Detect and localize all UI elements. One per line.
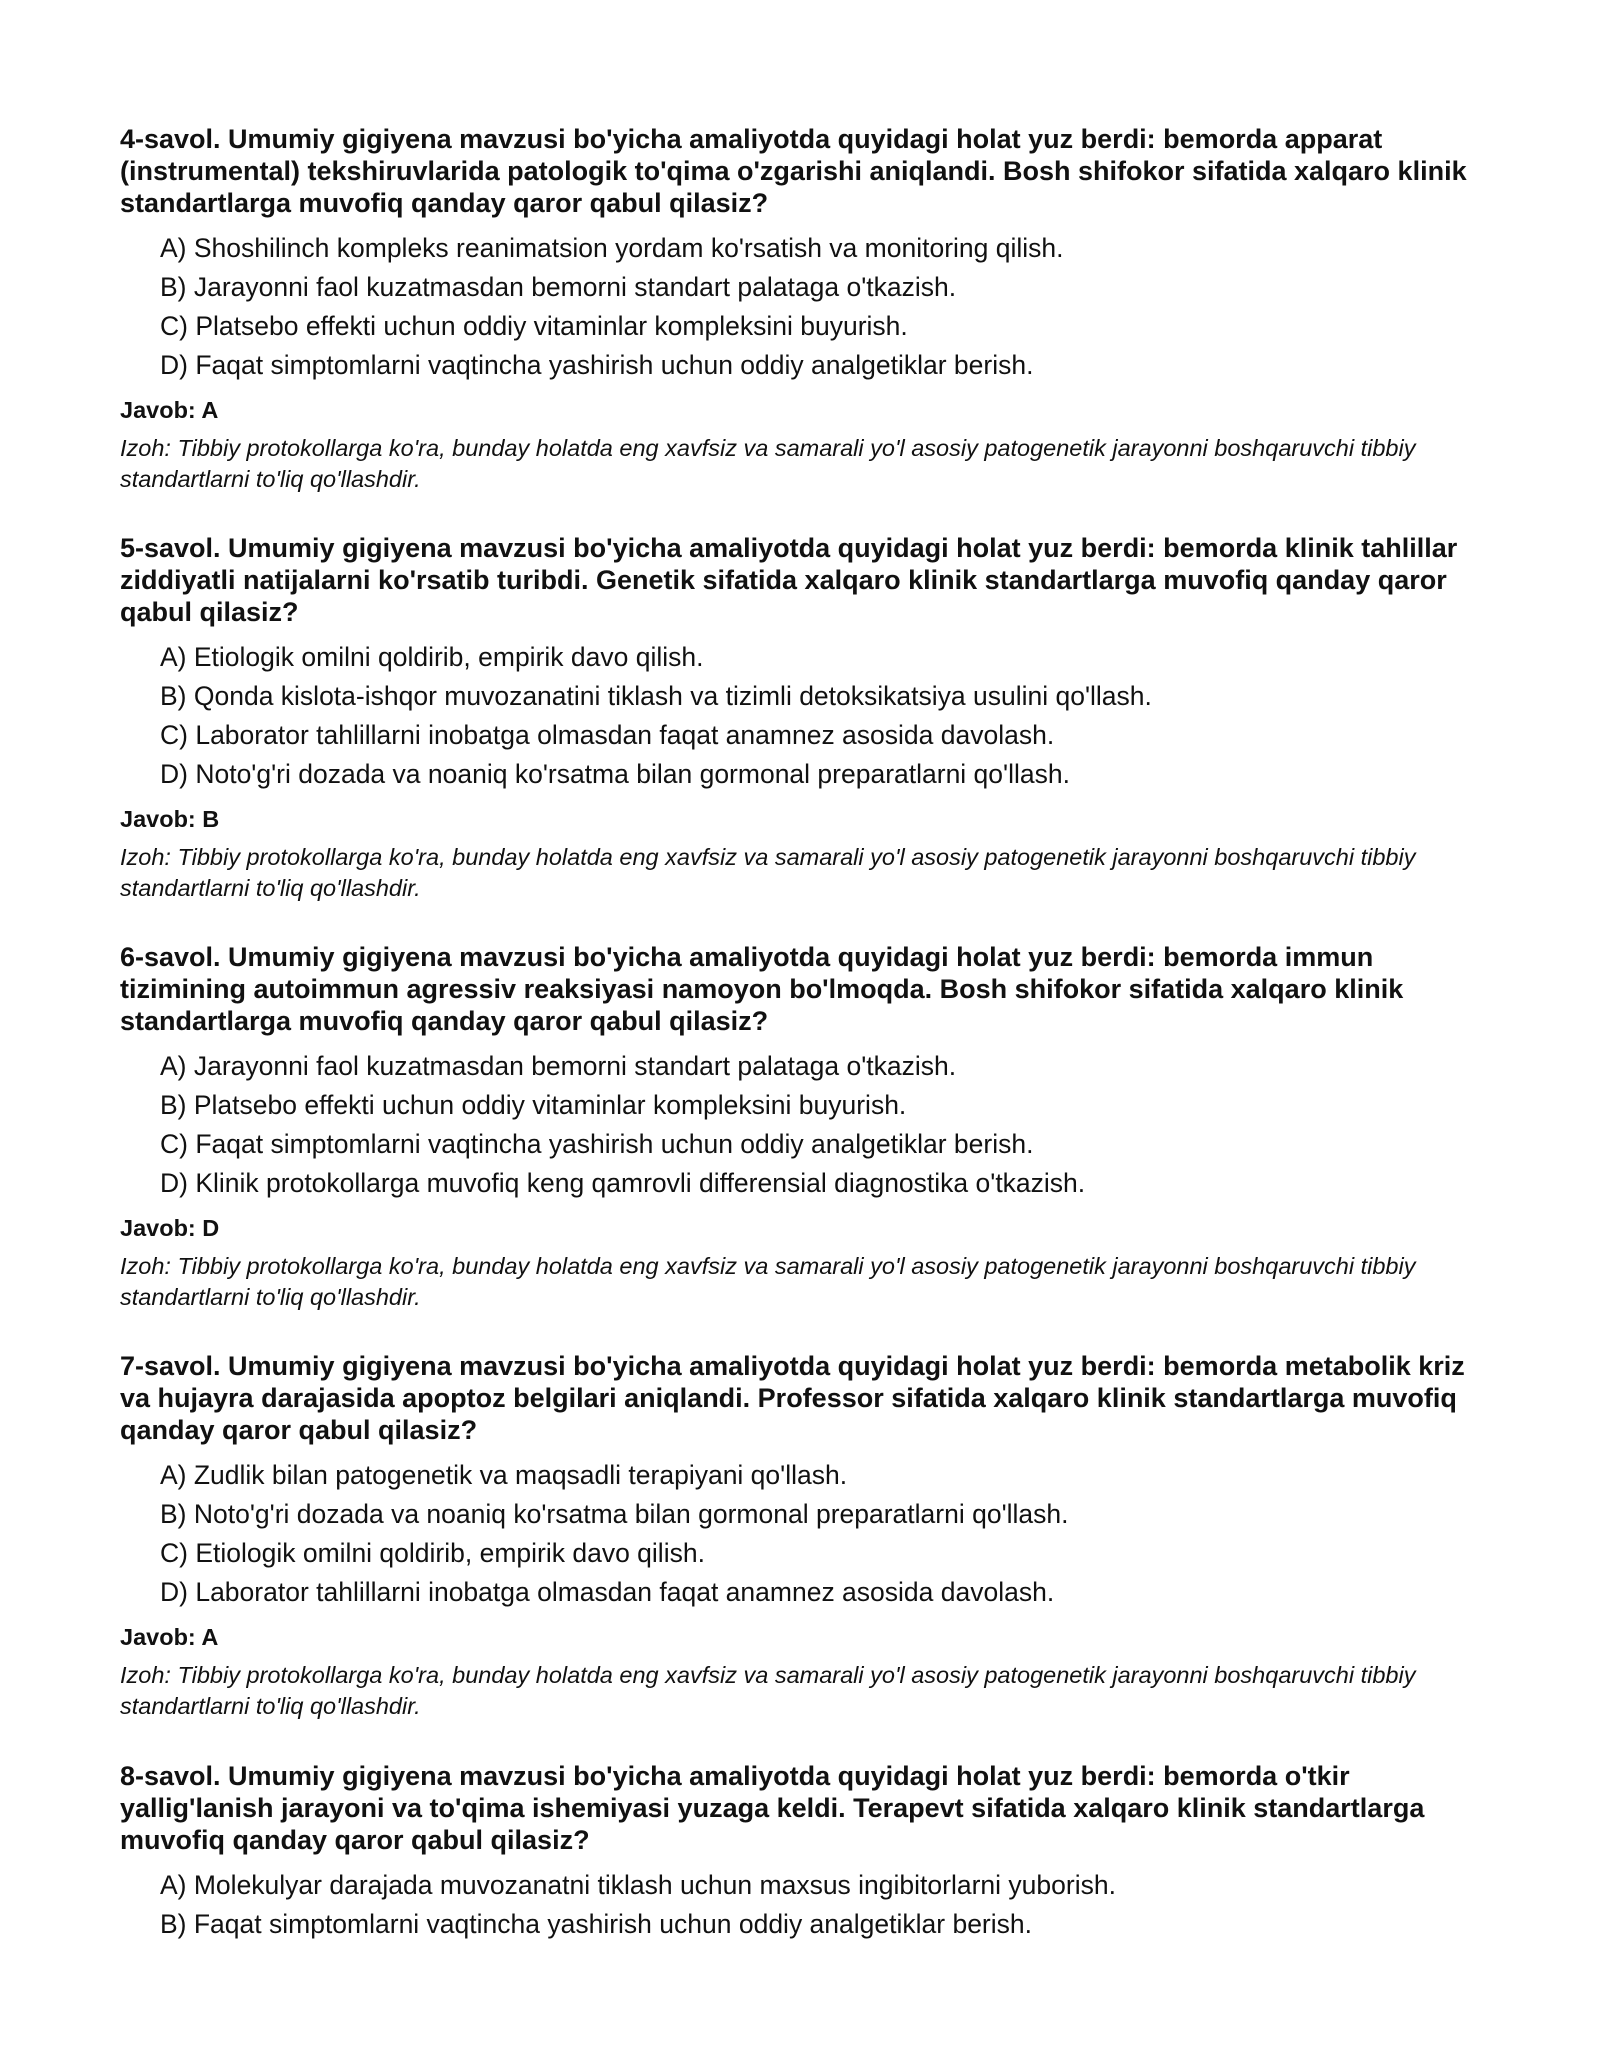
option-c: C) Faqat simptomlarni vaqtincha yashirish uchun oddiy analgetiklar berish. — [160, 1129, 1034, 1159]
option-a: A) Zudlik bilan patogenetik va maqsadli terapiyani qo'llash. — [160, 1460, 848, 1490]
option-d: D) Noto'g'ri dozada va noaniq ko'rsatma bilan gormonal preparatlarni qo'llash. — [160, 759, 1070, 789]
option-a: A) Shoshilinch kompleks reanimatsion yordam ko'rsatish va monitoring qilish. — [160, 233, 1064, 263]
question-block — [120, 532, 1480, 904]
option-b: B) Platsebo effekti uchun oddiy vitaminlar kompleksini buyurish. — [160, 1090, 907, 1120]
option-d: D) Faqat simptomlarni vaqtincha yashirish uchun oddiy analgetiklar berish. — [160, 350, 1034, 380]
question-text: 5-savol. Umumiy gigiyena mavzusi bo'yicha amaliyotda quyidagi holat yuz berdi: bemorda klinik tahlillar ziddiyatli natijalarni ko'rsatib turibdi. Genetik sifatida xalqaro klinik standartlarga muvofiq qanday qaror qabul qilasiz? — [120, 533, 1458, 627]
options-list — [120, 1866, 1480, 1944]
question-block — [120, 1760, 1480, 1944]
option-d: D) Laborator tahlillarni inobatga olmasdan faqat anamnez asosida davolash. — [160, 1577, 1055, 1607]
explanation-text: Izoh: Tibbiy protokollarga ko'ra, bunday holatda eng xavfsiz va samarali yo'l asosiy patogenetik jarayonni boshqaruvchi tibbiy standartlarni to'liq qo'llashdir. — [120, 1662, 1416, 1719]
question-text: 6-savol. Umumiy gigiyena mavzusi bo'yicha amaliyotda quyidagi holat yuz berdi: bemorda immun tizimining autoimmun agressiv reaksiyasi namoyon bo'lmoqda. Bosh shifokor sifatida xalqaro klinik standartlarga muvofiq qanday qaror qabul qilasiz? — [120, 942, 1404, 1036]
question-block — [120, 941, 1480, 1313]
question-block — [120, 1350, 1480, 1722]
option-c: C) Laborator tahlillarni inobatga olmasdan faqat anamnez asosida davolash. — [160, 720, 1055, 750]
option-a: A) Jarayonni faol kuzatmasdan bemorni standart palataga o'tkazish. — [160, 1051, 957, 1081]
explanation-text: Izoh: Tibbiy protokollarga ko'ra, bunday holatda eng xavfsiz va samarali yo'l asosiy patogenetik jarayonni boshqaruvchi tibbiy standartlarni to'liq qo'llashdir. — [120, 1253, 1416, 1310]
question-text: 4-savol. Umumiy gigiyena mavzusi bo'yicha amaliyotda quyidagi holat yuz berdi: bemorda apparat (instrumental) tekshiruvlarida patologik to'qima o'zgarishi aniqlandi. Bosh shifokor sifatida xalqaro klinik standartlarga muvofiq qanday qaror qabul qilasiz? — [120, 124, 1467, 218]
option-b: B) Qonda kislota-ishqor muvozanatini tiklash va tizimli detoksikatsiya usulini qo'llash. — [160, 681, 1152, 711]
option-b: B) Faqat simptomlarni vaqtincha yashirish uchun oddiy analgetiklar berish. — [160, 1909, 1032, 1939]
explanation-text: Izoh: Tibbiy protokollarga ko'ra, bunday holatda eng xavfsiz va samarali yo'l asosiy patogenetik jarayonni boshqaruvchi tibbiy standartlarni to'liq qo'llashdir. — [120, 435, 1416, 492]
option-c: C) Etiologik omilni qoldirib, empirik davo qilish. — [160, 1538, 705, 1568]
question-block — [120, 123, 1480, 495]
question-text: 7-savol. Umumiy gigiyena mavzusi bo'yicha amaliyotda quyidagi holat yuz berdi: bemorda metabolik kriz va hujayra darajasida apoptoz belgilari aniqlandi. Professor sifatida xalqaro klinik standartlarga muvofiq qanday qaror qabul qilasiz? — [120, 1351, 1465, 1445]
question-text: 8-savol. Umumiy gigiyena mavzusi bo'yicha amaliyotda quyidagi holat yuz berdi: bemorda o'tkir yallig'lanish jarayoni va to'qima ishemiyasi yuzaga keldi. Terapevt sifatida xalqaro klinik standartlarga muvofiq qanday qaror qabul qilasiz? — [120, 1761, 1425, 1855]
option-a: A) Etiologik omilni qoldirib, empirik davo qilish. — [160, 642, 704, 672]
options-list — [120, 638, 1480, 794]
option-b: B) Noto'g'ri dozada va noaniq ko'rsatma bilan gormonal preparatlarni qo'llash. — [160, 1499, 1069, 1529]
options-list — [120, 229, 1480, 385]
explanation-text: Izoh: Tibbiy protokollarga ko'ra, bunday holatda eng xavfsiz va samarali yo'l asosiy patogenetik jarayonni boshqaruvchi tibbiy standartlarni to'liq qo'llashdir. — [120, 844, 1416, 901]
option-a: A) Molekulyar darajada muvozanatni tiklash uchun maxsus ingibitorlarni yuborish. — [160, 1870, 1116, 1900]
option-d: D) Klinik protokollarga muvofiq keng qamrovli differensial diagnostika o'tkazish. — [160, 1168, 1086, 1198]
options-list — [120, 1456, 1480, 1612]
option-b: B) Jarayonni faol kuzatmasdan bemorni standart palataga o'tkazish. — [160, 272, 957, 302]
answer-label: Javob: D — [120, 1215, 220, 1241]
answer-label: Javob: A — [120, 397, 219, 423]
options-list — [120, 1047, 1480, 1203]
answer-label: Javob: A — [120, 1624, 219, 1650]
answer-label: Javob: B — [120, 806, 220, 832]
option-c: C) Platsebo effekti uchun oddiy vitaminlar kompleksini buyurish. — [160, 311, 908, 341]
